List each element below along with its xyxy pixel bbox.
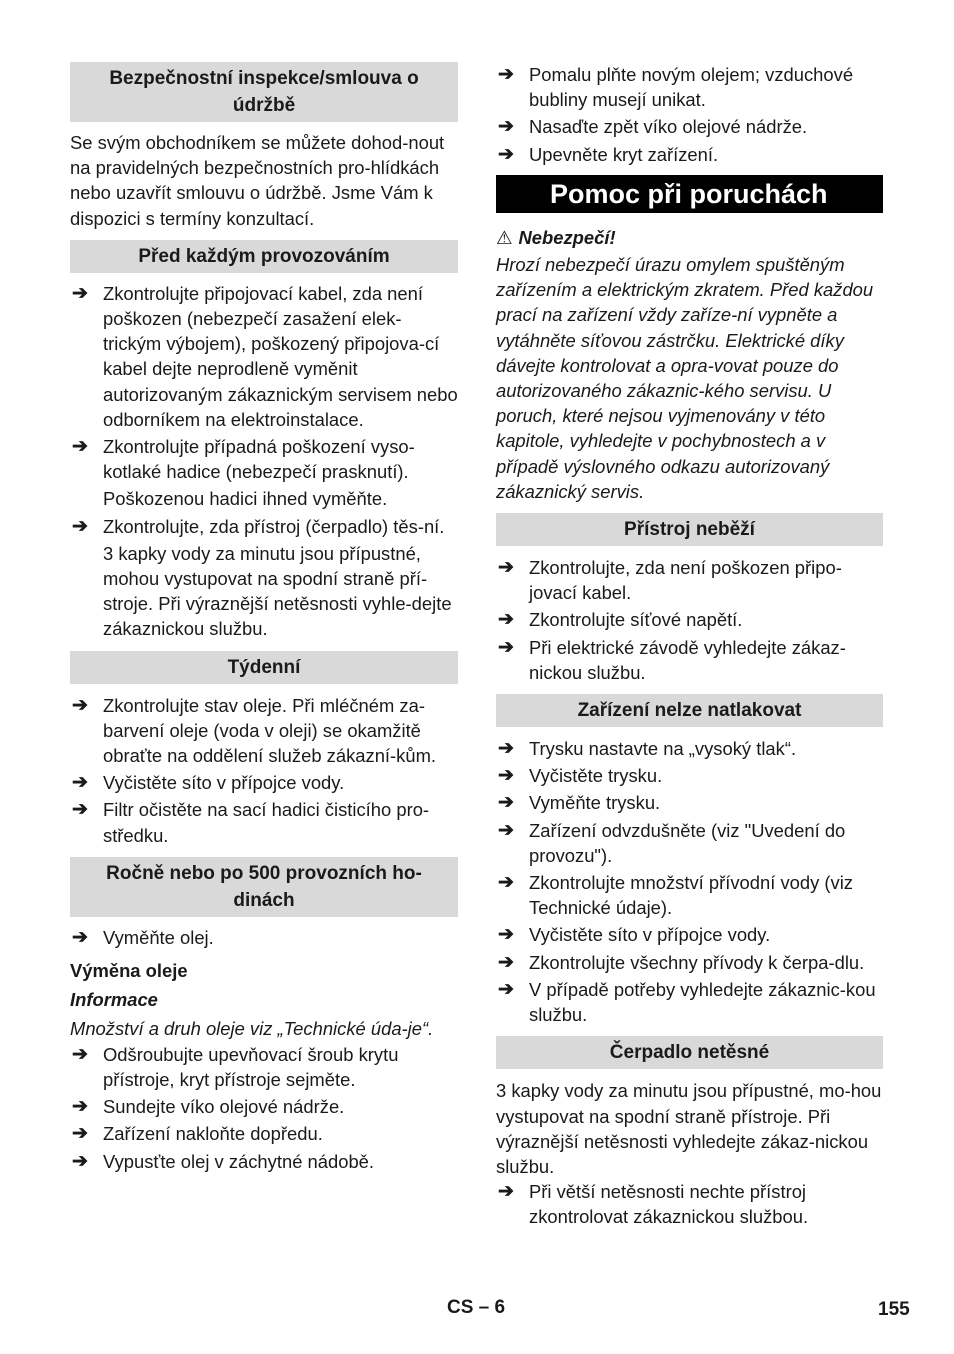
section-heading-pump-leaking: Čerpadlo netěsné: [496, 1036, 883, 1069]
arrow-icon: ➔: [498, 792, 514, 814]
section-heading-weekly: Týdenní: [70, 651, 458, 684]
troubleshooting-title: Pomoc při poruchách: [496, 175, 883, 213]
arrow-icon: ➔: [72, 1150, 88, 1172]
list-item: ➔ Pomalu plňte novým olejem; vzduchové bubliny musejí unikat.: [498, 64, 854, 111]
right-column: [496, 62, 883, 1230]
no-pressure-list: [496, 736, 883, 1027]
left-column: [70, 62, 458, 1174]
list-item: ➔ Zkontrolujte případná poškození vyso-kotlaké hadice (nebezpečí prasknutí).: [72, 436, 415, 483]
arrow-icon: ➔: [498, 609, 514, 631]
list-item: ➔ Sundejte víko olejové nádrže.: [70, 1094, 458, 1119]
list-item: ➔ Při elektrické závodě vyhledejte zákaz-nickou službu.: [498, 636, 846, 683]
list-item: ➔ Vypusťte olej v záchytné nádobě.: [70, 1149, 458, 1174]
arrow-icon: ➔: [72, 436, 88, 458]
list-item: ➔ Zařízení odvzdušněte (viz "Uvedení do provozu").: [498, 819, 846, 866]
danger-label: ⚠ Nebezpečí!: [496, 226, 616, 248]
hose-replace-note: Poškozenou hadici ihned vyměňte.: [103, 488, 388, 510]
list-item: ➔ Při větší netěsnosti nechte přístroj zkontrolovat zákaznickou službou.: [498, 1181, 809, 1228]
arrow-icon: ➔: [498, 872, 514, 894]
arrow-icon: ➔: [72, 282, 88, 304]
warning-triangle-icon: ⚠: [496, 226, 513, 248]
arrow-icon: ➔: [498, 143, 514, 165]
list-item: ➔ Zkontrolujte, zda není poškozen připo-jovací kabel.: [498, 557, 842, 604]
list-item: ➔ Vyčistěte síto v přípojce vody.: [496, 922, 883, 947]
arrow-icon: ➔: [72, 515, 88, 537]
list-item: ➔ Zařízení nakloňte dopředu.: [70, 1121, 458, 1146]
arrow-icon: ➔: [498, 738, 514, 760]
oil-change-list: [70, 1042, 458, 1174]
arrow-icon: ➔: [498, 116, 514, 138]
arrow-icon: ➔: [72, 1096, 88, 1118]
list-item: ➔ Upevněte kryt zařízení.: [496, 142, 883, 167]
list-item: ➔ Filtr očistěte na sací hadici čisticího pro-středku.: [72, 799, 430, 846]
info-text: Množství a druh oleje viz „Technické úda-je“.: [70, 1018, 434, 1040]
list-item: ➔ Zkontrolujte síťové napětí.: [496, 607, 883, 632]
yearly-list: [70, 925, 458, 950]
list-item: ➔ Vyměňte trysku.: [496, 790, 883, 815]
arrow-icon: ➔: [72, 1123, 88, 1145]
arrow-icon: ➔: [498, 924, 514, 946]
pump-leaking-list: [496, 1179, 883, 1229]
arrow-icon: ➔: [498, 64, 514, 85]
list-item: ➔ Vyčistěte trysku.: [496, 763, 883, 788]
arrow-icon: ➔: [72, 772, 88, 794]
list-item: ➔ Zkontrolujte množství přívodní vody (viz Technické údaje).: [498, 872, 854, 919]
list-item: ➔ Odšroubujte upevňovací šroub krytu přístroje, kryt přístroje sejměte.: [72, 1043, 399, 1090]
footer-section-label: CS – 6: [447, 1297, 506, 1318]
before-operation-list: [70, 281, 458, 485]
arrow-icon: ➔: [498, 636, 514, 658]
arrow-icon: ➔: [498, 978, 514, 1000]
arrow-icon: ➔: [72, 926, 88, 948]
section-heading-device-not-running: Přístroj neběží: [496, 513, 883, 546]
arrow-icon: ➔: [72, 799, 88, 821]
oil-change-continued-list: [496, 62, 883, 167]
section-heading-no-pressure: Zařízení nelze natlakovat: [496, 694, 883, 727]
list-item: ➔ Zkontrolujte stav oleje. Při mléčném za-barvení oleje (voda v oleji) se okamžitě obraťte na oddělení služeb zákazní-kům.: [72, 694, 437, 767]
page-number: 155: [878, 1299, 910, 1320]
list-item: ➔ V případě potřeby vyhledejte zákaznic-kou službu.: [498, 978, 876, 1026]
list-item: ➔ Vyčistěte síto v přípojce vody.: [70, 770, 458, 795]
weekly-list: [70, 693, 458, 848]
arrow-icon: ➔: [498, 819, 514, 841]
list-item: ➔ Zkontrolujte, zda přístroj (čerpadlo) těs-ní.: [70, 514, 458, 539]
before-operation-list-2: [70, 514, 458, 539]
arrow-icon: ➔: [498, 951, 514, 973]
leak-tolerance-note: 3 kapky vody za minutu jsou přípustné, mohou vystupovat na spodní straně pří-stroje. Při výraznější netěsnosti vyhle-dejte zákaznickou službu.: [103, 542, 452, 640]
list-item: ➔ Zkontrolujte připojovací kabel, zda není poškozen (nebezpečí zasažení elek-trickým výbojem), poškozený připojova-cí kabel dejte neprodleně vyměnit autorizovaným zákaznickým servisem nebo odborníkem na elektroinstalace.: [72, 282, 458, 430]
arrow-icon: ➔: [498, 557, 514, 579]
danger-text: Hrozí nebezpečí úrazu omylem spuštěným zařízením a elektrickým zkratem. Před každou prací na zařízení vždy zaříze-ní vypněte a vytáhněte síťovou zástrčku. Elektrické díky dávejte kontrolovat a opra-vovat pouze do autorizovaného zákaznic-kého servisu. U poruch, které nejsou vyjmenovány v této kapitole, vyhledejte v pochybnostech a v případě výslovného odkazu autorizovaný zákaznický servis.: [496, 254, 874, 502]
list-item: ➔ Nasaďte zpět víko olejové nádrže.: [496, 114, 883, 139]
arrow-icon: ➔: [72, 694, 88, 716]
section-heading-safety-inspection: Bezpečnostní inspekce/smlouva o údržbě: [70, 62, 458, 122]
arrow-icon: ➔: [498, 765, 514, 787]
arrow-icon: ➔: [72, 1043, 88, 1065]
info-heading: Informace: [70, 989, 158, 1011]
device-not-running-list: [496, 555, 883, 685]
list-item: ➔ Vyměňte olej.: [70, 925, 458, 950]
list-item: ➔ Zkontrolujte všechny přívody k čerpa-dlu.: [496, 950, 883, 975]
section-heading-before-operation: Před každým provozováním: [70, 240, 458, 273]
list-item: ➔ Trysku nastavte na „vysoký tlak“.: [496, 736, 883, 761]
safety-inspection-text: Se svým obchodníkem se můžete dohod-nout na pravidelných bezpečnostních pro-hlídkách nebo uzavřít smlouvu o údržbě. Jsme Vám k dispozici s termíny konzultací.: [70, 132, 445, 229]
section-heading-yearly: Ročně nebo po 500 provozních ho-dinách: [70, 857, 458, 917]
arrow-icon: ➔: [498, 1181, 514, 1203]
pump-leaking-text: 3 kapky vody za minutu jsou přípustné, mo-hou vystupovat na spodní straně přístroje. Při výraznější netěsnosti vyhledejte zákaz-nickou službu.: [496, 1080, 882, 1177]
oil-change-heading: Výměna oleje: [70, 960, 188, 982]
